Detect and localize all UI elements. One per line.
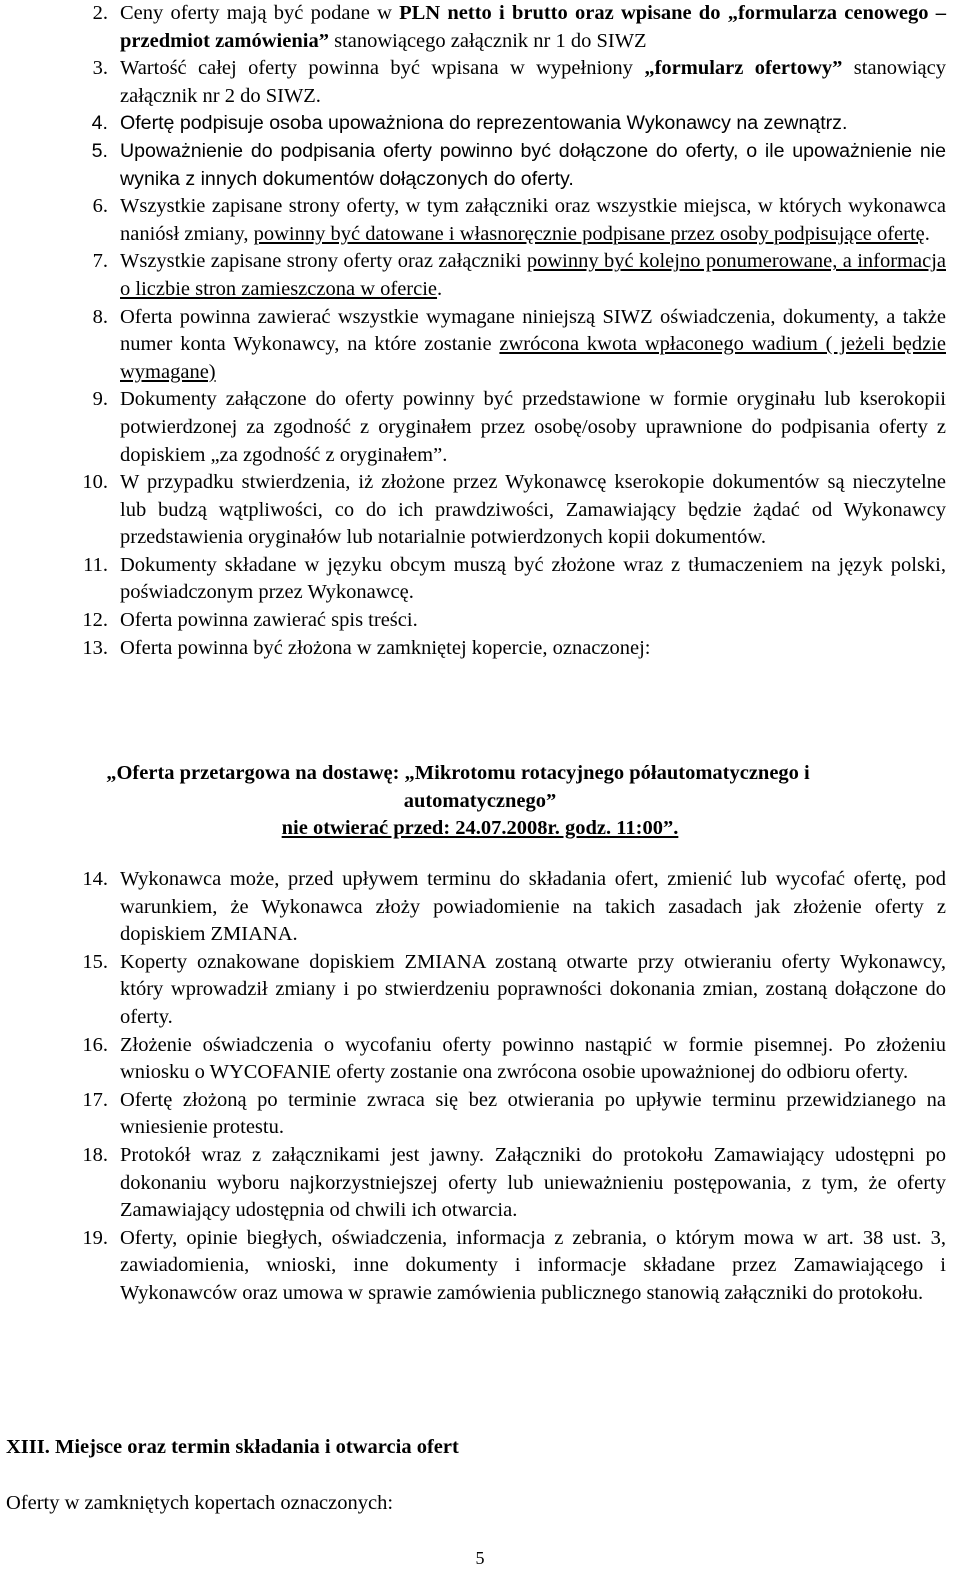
list-item — [0, 304, 960, 387]
list-item-number: 13. — [82, 636, 108, 659]
list-item-text: powinny być datowane i własnoręcznie podpisane przez osoby podpisujące ofertę — [253, 222, 925, 245]
list-item-number: 14. — [82, 868, 108, 890]
list-item-number: 16. — [82, 1033, 108, 1056]
list-item — [0, 635, 960, 663]
envelope-label — [0, 760, 960, 843]
page-number: 5 — [475, 1548, 485, 1568]
list-item-text: . — [924, 222, 930, 245]
list-item-text: Oferta powinna zawierać spis treści. — [120, 609, 418, 632]
list-item-number: 17. — [82, 1088, 108, 1111]
list-item — [0, 110, 960, 138]
list-item-text: Upoważnienie do podpisania oferty powinno być dołączone do oferty, o ile upoważnienie nie wynika z innych dokumentów dołączonych do oferty. — [120, 139, 946, 190]
offer-procedure-list — [0, 866, 960, 1308]
list-item — [0, 1142, 960, 1225]
list-item-text: Wszystkie zapisane strony oferty, w tym załączniki oraz wszystkie miejsca, w których wykonawca naniósł zmiany, — [120, 195, 946, 245]
list-item-text: „formularz ofertowy” — [644, 57, 843, 80]
list-item-text: Złożenie oświadczenia o wycofaniu oferty powinno nastąpić w formie pisemnej. Po złożeniu wniosku o WYCOFANIE oferty zostanie ona zwrócona osobie upoważnionej do odbioru oferty. — [120, 1033, 946, 1084]
list-item-number: 12. — [82, 609, 108, 632]
list-item-number: 18. — [82, 1143, 108, 1166]
list-item — [0, 386, 960, 469]
list-item — [0, 0, 960, 55]
list-item-number: 10. — [82, 471, 108, 494]
list-item-number: 2. — [92, 2, 108, 24]
list-item-number: 15. — [82, 950, 108, 973]
list-item-number: 4. — [91, 112, 108, 135]
list-item-number: 19. — [82, 1226, 108, 1249]
list-item-number: 9. — [92, 388, 108, 411]
list-item-number: 5. — [91, 139, 108, 162]
list-item-text: Wykonawca może, przed upływem terminu do składania ofert, zmienić lub wycofać ofertę, pod warunkiem, że Wykonawca złoży powiadomienie na takich zasadach jak złożenie oferty z dopiskiem ZMIANA. — [120, 868, 946, 946]
offer-requirements-list — [0, 0, 960, 662]
envelope-label-line-2: automatycznego” — [403, 789, 557, 812]
envelope-label-line-1: „Oferta przetargowa na dostawę: „Mikrotomu rotacyjnego półautomatycznego i — [106, 762, 810, 784]
list-item — [0, 866, 960, 949]
list-item-text: powinny być kolejno ponumerowane, a informacja o liczbie stron zamieszczona w ofercie — [120, 250, 946, 300]
list-item-text: Oferty, opinie biegłych, oświadczenia, informacja z zebrania, o którym mowa w art. 38 ust. 3, zawiadomienia, wnioski, inne dokumenty i informacje składane przez Zamawiającego i Wykonawców oraz umowa w sprawie zamówienia publicznego stanowią załączniki do protokołu. — [120, 1226, 946, 1304]
list-item — [0, 138, 960, 193]
envelope-label-deadline: nie otwierać przed: 24.07.2008r. godz. 11:00”. — [281, 817, 679, 840]
list-item-text: zwrócona kwota wpłaconego wadium ( jeżeli będzie wymagane) — [120, 333, 946, 383]
list-item-text: Oferta powinna być złożona w zamkniętej kopercie, oznaczonej: — [120, 636, 651, 659]
list-item-text: Ofertę złożoną po terminie zwraca się bez otwierania po upływie terminu przewidzianego na wniesienie protestu. — [120, 1088, 946, 1139]
list-item — [0, 607, 960, 635]
list-item-number: 3. — [92, 57, 108, 80]
list-item-text: Oferta powinna zawierać wszystkie wymagane niniejszą SIWZ oświadczenia, dokumenty, a także numer konta Wykonawcy, na które zostanie — [120, 305, 946, 356]
list-item-text: . — [437, 277, 443, 300]
list-item-text: stanowiącego załącznik nr 1 do SIWZ — [328, 29, 647, 52]
list-item-text: Dokumenty składane w języku obcym muszą być złożone wraz z tłumaczeniem na język polski, poświadczonym przez Wykonawcę. — [120, 553, 946, 604]
list-item — [0, 1225, 960, 1308]
list-item-text: Wszystkie zapisane strony oferty oraz załączniki — [120, 250, 527, 273]
section-heading: XIII. Miejsce oraz termin składania i otwarcia ofert — [6, 1436, 459, 1458]
list-item — [0, 248, 960, 303]
list-item-text: Ceny oferty mają być podane w — [120, 2, 400, 24]
list-item-text: Protokół wraz z załącznikami jest jawny. Załączniki do protokołu Zamawiający udostępni po dokonaniu wyboru najkorzystniejszej oferty lub unieważnieniu postępowania, z tym, że oferty Zamawiający udostępnia od chwili ich otwarcia. — [120, 1143, 946, 1222]
list-item — [0, 469, 960, 552]
list-item-number: 7. — [92, 250, 108, 273]
list-item-number: 11. — [83, 553, 108, 576]
list-item-text: Dokumenty załączone do oferty powinny być przedstawione w formie oryginału lub kserokopii potwierdzonej za zgodność z oryginałem przez osobę/osoby uprawnione do podpisania oferty z dopiskiem „za zgodność z oryginałem”. — [120, 388, 946, 466]
list-item-number: 8. — [92, 305, 108, 328]
list-item — [0, 552, 960, 607]
list-item-text: W przypadku stwierdzenia, iż złożone przez Wykonawcę kserokopie dokumentów są nieczytelne lub budzą wątpliwości, co do ich prawdziwości, Zamawiający będzie żądać od Wykonawcy przedstawienia oryginałów lub notarialnie potwierdzonych kopii dokumentów. — [120, 471, 946, 549]
list-item-text: Ofertę podpisuje osoba upoważniona do reprezentowania Wykonawcy na zewnątrz. — [120, 112, 848, 135]
list-item-number: 6. — [92, 195, 108, 218]
list-item-text: stanowiący załącznik nr 2 do SIWZ. — [120, 57, 947, 107]
list-item — [0, 1087, 960, 1142]
section-intro: Oferty w zamkniętych kopertach oznaczonych: — [6, 1492, 394, 1514]
list-item — [0, 1032, 960, 1087]
list-item-text: Wartość całej oferty powinna być wpisana w wypełniony — [120, 57, 645, 80]
list-item — [0, 55, 960, 110]
list-item — [0, 949, 960, 1032]
list-item — [0, 193, 960, 248]
list-item-text: PLN netto i brutto oraz wpisane do „formularza cenowego – przedmiot zamówienia” — [120, 2, 946, 52]
list-item-text: Koperty oznakowane dopiskiem ZMIANA zostaną otwarte przy otwieraniu oferty Wykonawcy, który wprowadził zmiany i po stwierdzeniu poprawności dokonania zmian, zostaną dołączone do oferty. — [120, 950, 946, 1028]
